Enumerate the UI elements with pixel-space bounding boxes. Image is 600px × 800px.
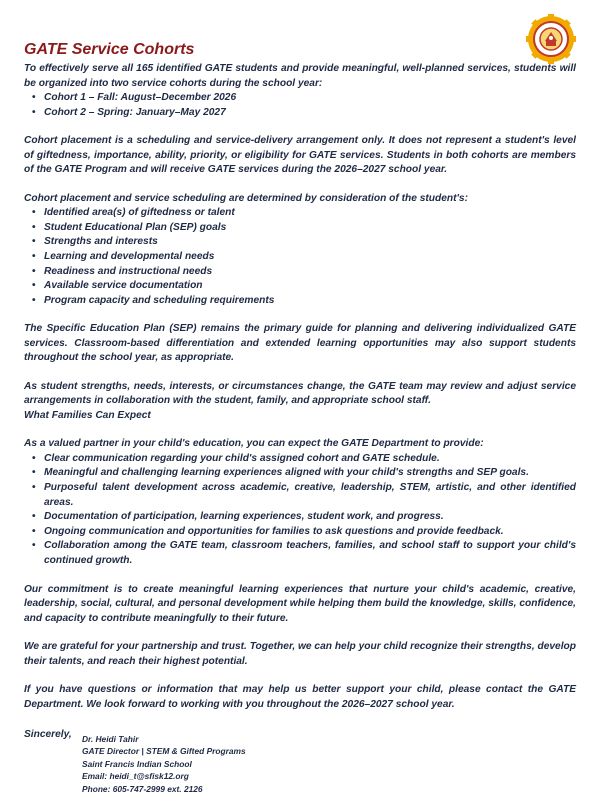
list-item: • Student Educational Plan (SEP) goals xyxy=(44,221,576,236)
consideration-list xyxy=(24,206,576,308)
list-item: • Strengths and interests xyxy=(44,235,576,250)
commitment-paragraph: Our commitment is to create meaningful learning experiences that nurture your child's academic, creative, leadership, social, cultural, and personal development while helping them build the knowledge, skills, confidence, and capacity to contribute meaningfully to their future. xyxy=(24,583,576,624)
list-item: • Learning and developmental needs xyxy=(44,250,576,265)
signer-email: Email: heidi_t@sfisk12.org xyxy=(82,771,189,782)
list-item: • Documentation of participation, learning experiences, student work, and progress. xyxy=(44,510,576,525)
list-item: • Identified area(s) of giftedness or talent xyxy=(44,206,576,221)
list-item: • Cohort 2 – Spring: January–May 2027 xyxy=(44,106,576,121)
change-paragraph: As student strengths, needs, interests, or circumstances change, the GATE team may review and adjust service arrangements in collaboration with the student, family, and appropriate school staff. xyxy=(24,380,576,407)
list-item: • Meaningful and challenging learning experiences aligned with your child's strengths and SEP goals. xyxy=(44,466,576,481)
sep-paragraph: The Specific Education Plan (SEP) remains the primary guide for planning and delivering individualized GATE services. Classroom-based differentiation and extended learning opportunities may also support students throughout the school year, as appropriate. xyxy=(24,323,576,364)
expect-intro: As a valued partner in your child's education, you can expect the GATE Department to provide: xyxy=(24,438,484,450)
list-item: • Purposeful talent development across academic, creative, leadership, STEM, artistic, and other identified areas. xyxy=(44,481,576,510)
list-item: • Cohort 1 – Fall: August–December 2026 xyxy=(44,91,576,106)
list-item: • Readiness and instructional needs xyxy=(44,265,576,280)
page-title: GATE Service Cohorts xyxy=(24,41,195,58)
contact-paragraph: If you have questions or information that may help us better support your child, please contact the GATE Department. We look forward to working with you throughout the 2026–2027 school year. xyxy=(24,684,576,710)
expectation-list xyxy=(24,452,576,569)
intro-paragraph: To effectively serve all 165 identified GATE students and provide meaningful, well-planned services, students will be organized into two service cohorts during the school year: xyxy=(24,63,576,89)
cohort-list xyxy=(24,91,576,120)
document-body xyxy=(24,40,576,743)
families-heading: What Families Can Expect xyxy=(24,409,151,421)
placement-note-paragraph: Cohort placement is a scheduling and service-delivery arrangement only. It does not represent a student's level of giftedness, importance, ability, priority, or eligibility for GATE services. Students in both cohorts are members of the GATE Program and will receive GATE services during the 2026–2027 school year. xyxy=(24,135,576,176)
consideration-intro: Cohort placement and service scheduling are determined by consideration of the student's: xyxy=(24,192,468,204)
signature-block xyxy=(82,733,246,795)
list-item: • Collaboration among the GATE team, classroom teachers, families, and school staff to support your child's continued growth. xyxy=(44,539,576,568)
list-item: • Available service documentation xyxy=(44,279,576,294)
closing: Sincerely, xyxy=(24,729,72,741)
signer-role: GATE Director | STEM & Gifted Programs xyxy=(82,746,246,757)
list-item: • Ongoing communication and opportunities for families to ask questions and provide feedback. xyxy=(44,525,576,540)
signer-phone: Phone: 605-747-2999 ext. 2126 xyxy=(82,783,203,794)
list-item: • Clear communication regarding your child's assigned cohort and GATE schedule. xyxy=(44,452,576,467)
signer-name: Dr. Heidi Tahir xyxy=(82,734,139,744)
signer-school: Saint Francis Indian School xyxy=(82,758,192,769)
list-item: • Program capacity and scheduling requirements xyxy=(44,294,576,309)
gratitude-paragraph: We are grateful for your partnership and trust. Together, we can help your child recognize their strengths, develop their talents, and reach their highest potential. xyxy=(24,641,576,667)
